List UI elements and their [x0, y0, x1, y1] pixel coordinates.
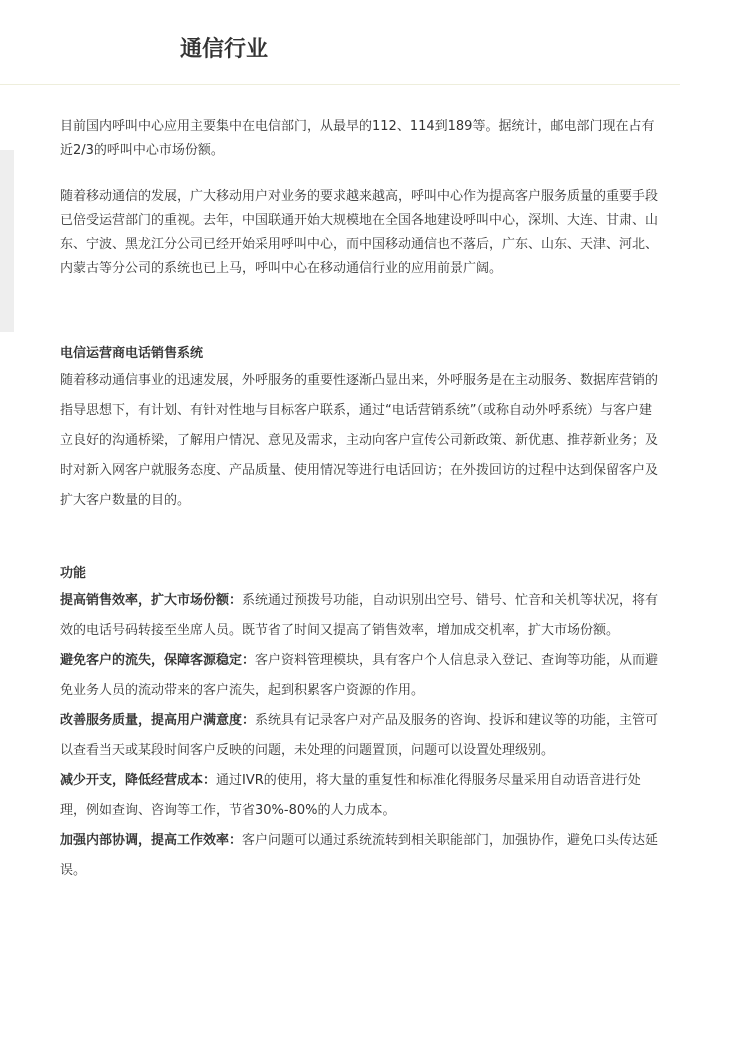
phone-sales-paragraph: 随着移动通信事业的迅速发展，外呼服务的重要性逐渐凸显出来，外呼服务是在主动服务、数据库营销的指导思想下，有计划、有针对性地与目标客户联系，通过“电话营销系统”（或称自动外呼系统）与客户建立良好的沟通桥梁，了解用户情况、意见及需求，主动向客户宣传公司新政策、新优惠、推荐新业务；及时对新入网客户就服务态度、产品质量、使用情况等进行电话回访；在外拨回访的过程中达到保留客户及扩大客户数量的目的。: [60, 373, 659, 508]
feature-label: 加强内部协调，提高工作效率：: [60, 833, 243, 848]
feature-text: 客户资料管理模块，具有客户个人信息录入登记、查询等功能，从而避免业务人员的流动带来的客户流失，起到积累客户资源的作用。: [60, 653, 659, 698]
side-tab-strip: [0, 150, 14, 332]
feature-item: [60, 646, 660, 706]
section-phone-sales: [60, 366, 660, 516]
title-divider: [0, 84, 680, 85]
feature-text: 通过IVR的使用，将大量的重复性和标准化得服务尽量采用自动语音进行处理，例如查询、咨询等工作，节省30%-80%的人力成本。: [60, 773, 641, 818]
feature-label: 改善服务质量，提高用户满意度：: [60, 713, 256, 728]
intro-paragraph-2: 随着移动通信的发展，广大移动用户对业务的要求越来越高，呼叫中心作为提高客户服务质量的重要手段已倍受运营部门的重视。去年，中国联通开始大规模地在全国各地建设呼叫中心，深圳、大连、甘肃、山东、宁波、黑龙江分公司已经开始采用呼叫中心，而中国移动通信也不落后，广东、山东、天津、河北、内蒙古等分公司的系统也已上马，呼叫中心在移动通信行业的应用前景广阔。: [60, 189, 659, 276]
feature-text: 系统具有记录客户对产品及服务的咨询、投诉和建议等的功能，主管可以查看当天或某段时间客户反映的问题，未处理的问题置顶，问题可以设置处理级别。: [60, 713, 659, 758]
feature-label: 提高销售效率，扩大市场份额：: [60, 593, 243, 608]
feature-item: [60, 586, 660, 646]
feature-item: [60, 706, 660, 766]
feature-text: 系统通过预拨号功能，自动识别出空号、错号、忙音和关机等状况，将有效的电话号码转接至坐席人员。既节省了时间又提高了销售效率，增加成交机率，扩大市场份额。: [60, 593, 659, 638]
section-heading-features: 功能: [60, 566, 87, 581]
feature-list: [60, 586, 660, 886]
feature-text: 客户问题可以通过系统流转到相关职能部门，加强协作，避免口头传达延误。: [60, 833, 659, 878]
section-heading-phone-sales: 电信运营商电话销售系统: [60, 346, 204, 361]
feature-item: [60, 826, 660, 886]
feature-label: 减少开支，降低经营成本：: [60, 773, 217, 788]
feature-item: [60, 766, 660, 826]
page-title: 通信行业: [180, 37, 269, 62]
feature-label: 避免客户的流失，保障客源稳定：: [60, 653, 256, 668]
intro-paragraph-1: 目前国内呼叫中心应用主要集中在电信部门，从最早的112、114到189等。据统计，邮电部门现在占有近2/3的呼叫中心市场份额。: [60, 119, 655, 158]
article-body: [60, 115, 660, 886]
